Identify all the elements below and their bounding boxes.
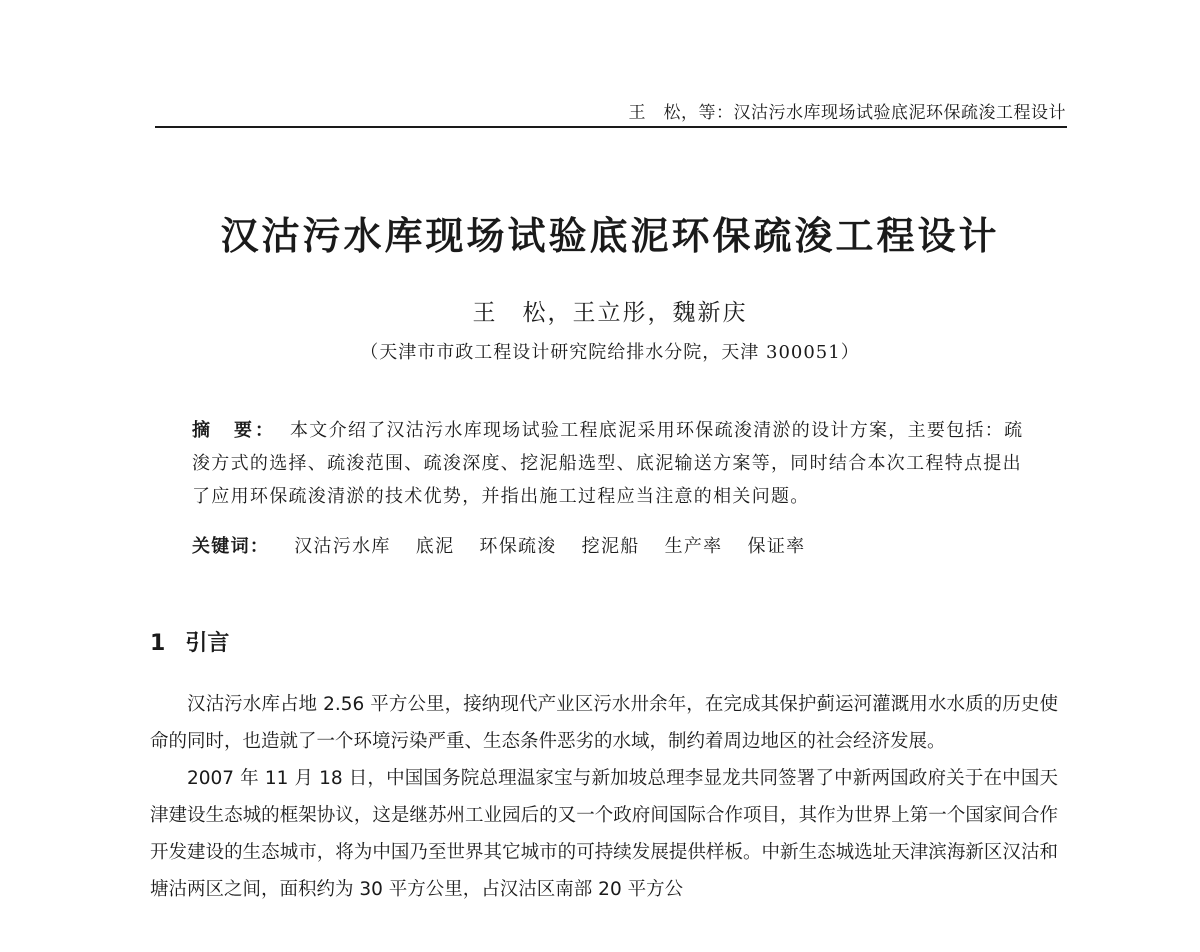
authors: 王 松，王立彤，魏新庆 (472, 300, 748, 326)
header-rule (155, 126, 1067, 128)
paper-title: 汉沽污水库现场试验底泥环保疏浚工程设计 (220, 214, 1000, 258)
keywords (192, 532, 823, 558)
running-header: 王 松，等：汉沽污水库现场试验底泥环保疏浚工程设计 (628, 103, 1066, 123)
keyword: 底泥 (415, 536, 455, 557)
affiliation: （天津市市政工程设计研究院给排水分院，天津 300051） (360, 342, 860, 363)
paragraph: 汉沽污水库占地 2.56 平方公里，接纳现代产业区污水卅余年，在完成其保护蓟运河灌溉用水水质的历史使命的同时，也造就了一个环境污染严重、生态条件恶劣的水域，制约着周边地区的社会经济发展。 (150, 694, 1058, 752)
keyword: 环保疏浚 (479, 536, 557, 557)
keyword: 保证率 (747, 536, 806, 557)
section-body (150, 686, 1058, 908)
keyword: 挖泥船 (581, 536, 640, 557)
abstract-text: 本文介绍了汉沽污水库现场试验工程底泥采用环保疏浚清淤的设计方案，主要包括：疏浚方式的选择、疏浚范围、疏浚深度、挖泥船选型、底泥输送方案等，同时结合本次工程特点提出了应用环保疏浚清淤的技术优势，并指出施工过程应当注意的相关问题。 (192, 420, 1024, 507)
section-number: 1 (150, 631, 166, 656)
abstract (192, 414, 1032, 513)
section-heading (150, 626, 229, 657)
keyword: 汉沽污水库 (294, 536, 391, 557)
section-title: 引言 (185, 631, 230, 656)
keyword: 生产率 (664, 536, 723, 557)
abstract-label: 摘 要： (192, 420, 276, 441)
keywords-label: 关键词： (192, 536, 270, 557)
paragraph: 2007 年 11 月 18 日，中国国务院总理温家宝与新加坡总理李显龙共同签署了中新两国政府关于在中国天津建设生态城的框架协议，这是继苏州工业园后的又一个政府间国际合作项目，其作为世界上第一个国家间合作开发建设的生态城市，将为中国乃至世界其它城市的可持续发展提供样板。中新生态城选址天津滨海新区汉沽和塘沽两区之间，面积约为 30 平方公里，占汉沽区南部 20 平方公 (150, 768, 1058, 900)
